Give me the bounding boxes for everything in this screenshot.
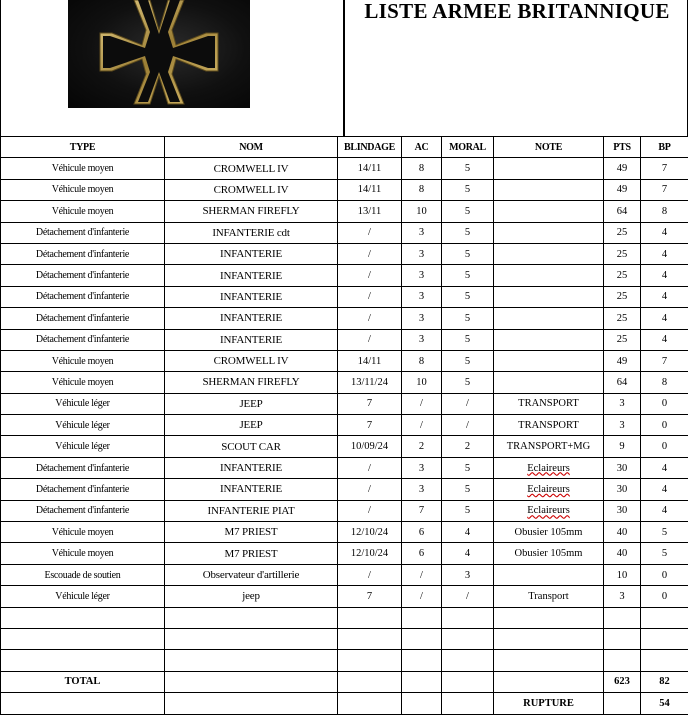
unit-ac: 10 [402,372,442,393]
unit-note [494,179,604,200]
unit-blindage: / [338,286,402,307]
unit-moral: / [442,586,494,607]
unit-blindage: / [338,500,402,521]
unit-moral: 2 [442,436,494,457]
unit-type: Détachement d'infanterie [1,222,165,243]
unit-pts [604,628,641,649]
unit-note [494,350,604,371]
iron-cross-icon [68,0,250,108]
total-bp: 82 [641,671,688,692]
unit-bp: 8 [641,372,688,393]
unit-ac: 6 [402,543,442,564]
unit-ac: 2 [402,436,442,457]
document-header [0,0,688,136]
unit-bp [641,628,688,649]
unit-blindage: / [338,308,402,329]
unit-ac: / [402,564,442,585]
unit-moral: 5 [442,308,494,329]
table-row [1,457,688,478]
unit-type: Véhicule moyen [1,179,165,200]
unit-blindage: 12/10/24 [338,543,402,564]
table-row [1,586,688,607]
unit-note: Eclaireurs [494,457,604,478]
unit-name: CROMWELL IV [165,350,338,371]
table-row [1,522,688,543]
unit-pts: 30 [604,479,641,500]
unit-type: Véhicule moyen [1,522,165,543]
unit-moral: 5 [442,243,494,264]
unit-name: INFANTERIE [165,457,338,478]
table-row [1,158,688,179]
unit-type: Escouade de soutien [1,564,165,585]
unit-moral: 4 [442,522,494,543]
unit-type: Véhicule moyen [1,350,165,371]
unit-pts: 25 [604,329,641,350]
unit-moral: 5 [442,372,494,393]
unit-type: Détachement d'infanterie [1,329,165,350]
unit-name: INFANTERIE [165,308,338,329]
total-label: TOTAL [1,671,165,692]
unit-pts: 30 [604,457,641,478]
table-row [1,286,688,307]
unit-blindage: / [338,564,402,585]
unit-ac: / [402,415,442,436]
unit-ac: 8 [402,179,442,200]
unit-name: jeep [165,586,338,607]
unit-moral: 5 [442,158,494,179]
unit-note: Transport [494,586,604,607]
table-row [1,350,688,371]
unit-ac: 3 [402,286,442,307]
unit-bp: 8 [641,201,688,222]
unit-ac [402,607,442,628]
column-header-blindage: BLINDAGE [338,137,402,158]
unit-note: Obusier 105mm [494,543,604,564]
table-row [1,607,688,628]
unit-moral: 3 [442,564,494,585]
unit-name: INFANTERIE [165,329,338,350]
unit-blindage: 14/11 [338,179,402,200]
unit-ac: 3 [402,308,442,329]
table-row [1,179,688,200]
unit-type: Véhicule moyen [1,372,165,393]
unit-pts: 25 [604,286,641,307]
column-header-nom: NOM [165,137,338,158]
empty-cell [1,693,165,714]
table-row [1,500,688,521]
unit-blindage [338,607,402,628]
unit-bp: 0 [641,564,688,585]
unit-type: Détachement d'infanterie [1,457,165,478]
empty-cell [165,671,338,692]
army-list-table [0,136,688,715]
unit-bp: 5 [641,543,688,564]
unit-bp: 7 [641,158,688,179]
unit-pts: 49 [604,158,641,179]
unit-note [494,329,604,350]
unit-bp: 0 [641,436,688,457]
unit-pts: 40 [604,522,641,543]
unit-name: SHERMAN FIREFLY [165,372,338,393]
unit-bp: 4 [641,479,688,500]
unit-name: M7 PRIEST [165,543,338,564]
unit-type [1,607,165,628]
unit-name: INFANTERIE [165,265,338,286]
unit-bp: 4 [641,286,688,307]
unit-moral: 5 [442,329,494,350]
empty-cell [338,671,402,692]
unit-note [494,222,604,243]
table-row [1,222,688,243]
unit-pts: 64 [604,372,641,393]
column-header-bp: BP [641,137,688,158]
unit-name: Observateur d'artillerie [165,564,338,585]
unit-note [494,628,604,649]
unit-name: CROMWELL IV [165,179,338,200]
unit-moral: 4 [442,543,494,564]
unit-type: Détachement d'infanterie [1,265,165,286]
unit-moral: 5 [442,286,494,307]
unit-note [494,265,604,286]
unit-bp [641,607,688,628]
unit-note: TRANSPORT+MG [494,436,604,457]
unit-pts: 49 [604,179,641,200]
unit-pts: 3 [604,586,641,607]
unit-blindage: / [338,457,402,478]
unit-note: TRANSPORT [494,393,604,414]
empty-cell [442,671,494,692]
unit-blindage: 12/10/24 [338,522,402,543]
unit-ac: 3 [402,243,442,264]
unit-ac: 3 [402,479,442,500]
table-row [1,243,688,264]
iron-cross-logo [68,0,250,108]
unit-ac: 3 [402,222,442,243]
unit-name: M7 PRIEST [165,522,338,543]
table-row [1,628,688,649]
unit-blindage: 13/11/24 [338,372,402,393]
unit-pts: 64 [604,201,641,222]
unit-blindage: 7 [338,586,402,607]
column-header-type: TYPE [1,137,165,158]
header-row [1,137,688,158]
unit-ac: 6 [402,522,442,543]
unit-name: CROMWELL IV [165,158,338,179]
unit-ac: 7 [402,500,442,521]
unit-bp: 4 [641,500,688,521]
unit-ac: 3 [402,457,442,478]
table-row [1,650,688,671]
table-row [1,201,688,222]
unit-blindage: 7 [338,393,402,414]
unit-type [1,628,165,649]
unit-bp: 4 [641,457,688,478]
empty-cell [494,671,604,692]
unit-bp: 0 [641,415,688,436]
unit-type: Détachement d'infanterie [1,500,165,521]
unit-pts: 3 [604,415,641,436]
unit-ac: 3 [402,329,442,350]
unit-note [494,286,604,307]
unit-type: Véhicule léger [1,415,165,436]
unit-blindage: / [338,329,402,350]
unit-name: JEEP [165,415,338,436]
unit-pts: 30 [604,500,641,521]
unit-moral: 5 [442,457,494,478]
column-header-note: NOTE [494,137,604,158]
unit-note [494,564,604,585]
unit-name [165,607,338,628]
unit-name [165,650,338,671]
table-row [1,329,688,350]
unit-moral [442,628,494,649]
unit-blindage: / [338,222,402,243]
empty-cell [402,671,442,692]
table-row [1,308,688,329]
unit-bp: 0 [641,393,688,414]
unit-ac: / [402,586,442,607]
unit-pts: 25 [604,265,641,286]
unit-blindage: / [338,479,402,500]
unit-bp: 4 [641,265,688,286]
table-row [1,372,688,393]
rupture-row [1,693,688,714]
unit-type: Véhicule léger [1,436,165,457]
unit-ac: 10 [402,201,442,222]
total-pts: 623 [604,671,641,692]
unit-name: JEEP [165,393,338,414]
unit-blindage [338,650,402,671]
unit-pts: 25 [604,308,641,329]
unit-blindage: / [338,243,402,264]
unit-blindage [338,628,402,649]
unit-bp [641,650,688,671]
unit-blindage: 10/09/24 [338,436,402,457]
unit-note [494,607,604,628]
table-row [1,436,688,457]
unit-note [494,201,604,222]
unit-note: Eclaireurs [494,479,604,500]
unit-ac: 3 [402,265,442,286]
unit-note [494,650,604,671]
unit-type: Véhicule léger [1,393,165,414]
unit-blindage: 13/11 [338,201,402,222]
unit-name: INFANTERIE PIAT [165,500,338,521]
unit-pts: 10 [604,564,641,585]
unit-pts [604,607,641,628]
unit-bp: 5 [641,522,688,543]
unit-moral [442,650,494,671]
unit-moral: / [442,393,494,414]
unit-blindage: 14/11 [338,158,402,179]
unit-type: Véhicule moyen [1,543,165,564]
empty-cell [604,693,641,714]
column-header-moral: MORAL [442,137,494,158]
unit-type: Détachement d'infanterie [1,286,165,307]
unit-moral: 5 [442,201,494,222]
unit-type: Détachement d'infanterie [1,243,165,264]
unit-moral: / [442,415,494,436]
unit-note: Eclaireurs [494,500,604,521]
unit-name [165,628,338,649]
unit-note: Obusier 105mm [494,522,604,543]
unit-name: INFANTERIE [165,479,338,500]
unit-note [494,158,604,179]
unit-bp: 7 [641,350,688,371]
unit-moral: 5 [442,222,494,243]
unit-pts: 9 [604,436,641,457]
unit-name: SCOUT CAR [165,436,338,457]
column-header-ac: AC [402,137,442,158]
unit-type: Véhicule moyen [1,158,165,179]
unit-type: Détachement d'infanterie [1,308,165,329]
table-row [1,479,688,500]
unit-moral: 5 [442,500,494,521]
unit-type: Véhicule moyen [1,201,165,222]
unit-moral [442,607,494,628]
unit-pts: 49 [604,350,641,371]
unit-note: TRANSPORT [494,415,604,436]
empty-cell [338,693,402,714]
unit-name: INFANTERIE [165,286,338,307]
unit-moral: 5 [442,479,494,500]
unit-bp: 4 [641,329,688,350]
unit-blindage: / [338,265,402,286]
unit-pts: 25 [604,243,641,264]
unit-type: Véhicule léger [1,586,165,607]
unit-pts: 3 [604,393,641,414]
unit-type: Détachement d'infanterie [1,479,165,500]
unit-blindage: 7 [338,415,402,436]
unit-ac: 8 [402,158,442,179]
empty-cell [442,693,494,714]
unit-moral: 5 [442,350,494,371]
table-row [1,393,688,414]
unit-name: SHERMAN FIREFLY [165,201,338,222]
unit-bp: 7 [641,179,688,200]
empty-cell [402,693,442,714]
table-row [1,543,688,564]
unit-pts: 40 [604,543,641,564]
rupture-label: RUPTURE [494,693,604,714]
unit-name: INFANTERIE cdt [165,222,338,243]
unit-pts [604,650,641,671]
unit-note [494,243,604,264]
unit-ac [402,628,442,649]
table-row [1,415,688,436]
table-row [1,265,688,286]
unit-ac: 8 [402,350,442,371]
unit-bp: 0 [641,586,688,607]
unit-type [1,650,165,671]
empty-cell [165,693,338,714]
unit-bp: 4 [641,308,688,329]
total-row [1,671,688,692]
unit-moral: 5 [442,265,494,286]
table-row [1,564,688,585]
unit-bp: 4 [641,243,688,264]
unit-pts: 25 [604,222,641,243]
rupture-bp: 54 [641,693,688,714]
unit-note [494,308,604,329]
unit-bp: 4 [641,222,688,243]
unit-ac [402,650,442,671]
unit-ac: / [402,393,442,414]
unit-note [494,372,604,393]
page-title: LISTE ARMEE BRITANNIQUE [364,0,670,23]
unit-blindage: 14/11 [338,350,402,371]
unit-moral: 5 [442,179,494,200]
unit-name: INFANTERIE [165,243,338,264]
column-header-pts: PTS [604,137,641,158]
